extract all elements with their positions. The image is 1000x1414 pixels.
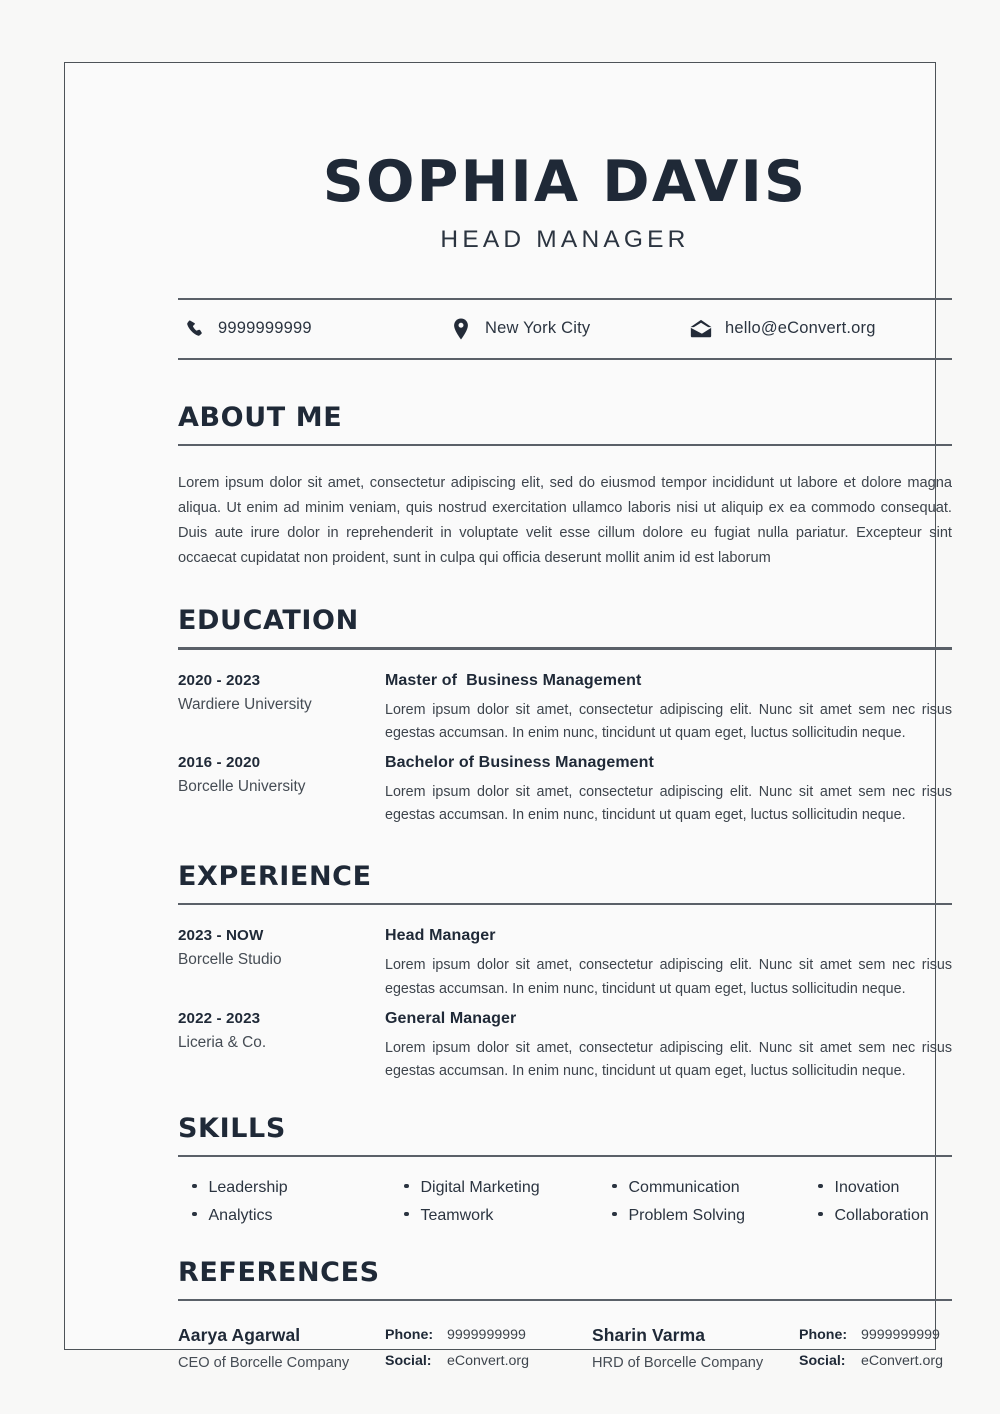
section-experience: [178, 861, 952, 1083]
bullet-icon: [818, 1184, 823, 1189]
experience-item-meta: [178, 1010, 385, 1083]
section-references: [178, 1257, 952, 1379]
skill-label: Digital Marketing: [420, 1179, 540, 1197]
reference-name: Sharin Varma: [592, 1325, 706, 1346]
section-divider: [178, 647, 952, 649]
reference-phone-line: [799, 1327, 952, 1343]
skill-label: Analytics: [208, 1207, 273, 1225]
skill-item: [192, 1179, 404, 1197]
reference-phone-label: Phone:: [385, 1327, 434, 1344]
education-item-meta: [178, 672, 385, 745]
section-about-me: [178, 402, 952, 572]
reference-contact: [799, 1325, 952, 1379]
section-title-references: REFERENCES: [178, 1257, 380, 1289]
section-title-about-me: ABOUT ME: [178, 401, 343, 433]
bullet-icon: [404, 1184, 409, 1189]
reference-name: Aarya Agarwal: [178, 1325, 301, 1346]
experience-item-date: 2022 - 2023: [178, 1009, 261, 1027]
about-me-body: Lorem ipsum dolor sit amet, consectetur adipiscing elit, sed do eiusmod tempor incididunt ut labore et dolore magna aliqua. Ut enim ad minim veniam, quis nostrud exercitation ullamco laboris nisi ut aliquip ex ea commodo consequat. Duis aute irure dolor in reprehenderit in voluptate velit esse cillum dolore eu fugiat nulla pariatur. Excepteur sint occaecat cupidatat non proident, sunt in culpa qui officia deserunt mollit anim id est laborum: [178, 475, 952, 567]
experience-item-detail: [385, 1010, 952, 1083]
education-item-org: Wardiere University: [178, 695, 312, 713]
reference-role: CEO of Borcelle Company: [178, 1355, 350, 1372]
section-divider: [178, 1299, 952, 1301]
section-title-skills: SKILLS: [178, 1113, 286, 1145]
reference-item: [178, 1325, 385, 1379]
experience-item-date: 2023 - NOW: [178, 927, 264, 945]
candidate-name: SOPHIA DAVIS: [322, 149, 808, 215]
phone-icon: [183, 317, 205, 341]
section-education: [178, 605, 952, 827]
experience-item-org: Borcelle Studio: [178, 951, 282, 969]
skill-label: Teamwork: [420, 1207, 494, 1225]
education-item: [178, 672, 952, 745]
skill-item: [404, 1179, 612, 1197]
bullet-icon: [818, 1212, 823, 1217]
experience-item-meta: [178, 927, 385, 1000]
education-item-title: Bachelor of Business Management: [385, 753, 654, 771]
experience-item-detail: [385, 927, 952, 1000]
reference-social-value: eConvert.org: [861, 1353, 944, 1370]
candidate-role: HEAD MANAGER: [440, 225, 690, 253]
references-list: [178, 1325, 952, 1379]
contact-phone-text: 9999999999: [218, 319, 312, 338]
experience-item: [178, 1010, 952, 1083]
contact-location-text: New York City: [485, 319, 591, 338]
experience-item-title: Head Manager: [385, 927, 496, 945]
skill-label: Collaboration: [834, 1207, 929, 1225]
education-item-date: 2016 - 2020: [178, 753, 261, 771]
education-item-desc: Lorem ipsum dolor sit amet, consectetur adipiscing elit. Nunc sit amet sem nec risus egestas accumsan. In enim nunc, tincidunt ut quam eget, luctus sollicitudin neque.: [385, 783, 952, 824]
reference-phone-line: [385, 1327, 592, 1343]
reference-social-label: Social:: [799, 1353, 846, 1370]
skill-label: Leadership: [208, 1179, 288, 1197]
reference-social-label: Social:: [385, 1353, 432, 1370]
experience-item-title: General Manager: [385, 1009, 517, 1027]
reference-phone-label: Phone:: [799, 1327, 848, 1344]
experience-item-org: Liceria & Co.: [178, 1033, 267, 1051]
section-divider: [178, 1155, 952, 1157]
page-frame: [64, 62, 952, 1372]
experience-item-desc: Lorem ipsum dolor sit amet, consectetur adipiscing elit. Nunc sit amet sem nec risus egestas accumsan. In enim nunc, tincidunt ut quam eget, luctus sollicitudin neque.: [385, 957, 952, 997]
education-item-detail: [385, 672, 952, 745]
reference-item: [592, 1325, 799, 1379]
education-list: [178, 672, 952, 828]
education-item-date: 2020 - 2023: [178, 671, 261, 689]
envelope-icon: [690, 317, 712, 341]
experience-item-desc: Lorem ipsum dolor sit amet, consectetur adipiscing elit. Nunc sit amet sem nec risus egestas accumsan. In enim nunc, tincidunt ut quam eget, luctus sollicitudin neque.: [385, 1039, 952, 1079]
contact-location[interactable]: [450, 317, 690, 341]
reference-role: HRD of Borcelle Company: [592, 1355, 764, 1372]
skill-item: [192, 1207, 404, 1225]
skill-label: Problem Solving: [628, 1207, 745, 1225]
reference-social-line: [385, 1353, 592, 1369]
education-item-desc: Lorem ipsum dolor sit amet, consectetur adipiscing elit. Nunc sit amet sem nec risus egestas accumsan. In enim nunc, tincidunt ut quam eget, luctus sollicitudin neque.: [385, 701, 952, 741]
education-item-detail: [385, 754, 952, 827]
contact-phone[interactable]: [178, 317, 450, 341]
section-title-experience: EXPERIENCE: [178, 861, 372, 893]
skill-label: Communication: [628, 1179, 740, 1197]
contact-email-text: hello@eConvert.org: [725, 319, 876, 338]
bullet-icon: [612, 1212, 617, 1217]
skill-item: [818, 1207, 952, 1225]
reference-social-line: [799, 1353, 952, 1369]
reference-social-value: eConvert.org: [447, 1353, 530, 1370]
contact-email[interactable]: [690, 317, 952, 341]
bullet-icon: [404, 1212, 409, 1217]
education-item-org: Borcelle University: [178, 777, 306, 795]
skill-item: [612, 1179, 818, 1197]
education-item-meta: [178, 754, 385, 827]
experience-list: [178, 927, 952, 1083]
contact-bar: [178, 298, 952, 360]
skill-item: [818, 1179, 952, 1197]
section-divider: [178, 444, 952, 446]
skill-label: Inovation: [834, 1179, 900, 1197]
bullet-icon: [192, 1184, 197, 1189]
bullet-icon: [192, 1212, 197, 1217]
map-pin-icon: [450, 317, 472, 341]
section-title-education: EDUCATION: [178, 605, 359, 637]
reference-phone-value: 9999999999: [447, 1327, 526, 1344]
resume-content: [178, 149, 952, 1379]
education-item: [178, 754, 952, 827]
education-item-title: Master of Business Management: [385, 671, 642, 689]
reference-contact: [385, 1325, 592, 1379]
reference-phone-value: 9999999999: [861, 1327, 940, 1344]
section-skills: [178, 1113, 952, 1225]
section-divider: [178, 903, 952, 905]
skill-item: [404, 1207, 612, 1225]
experience-item: [178, 927, 952, 1000]
skill-item: [612, 1207, 818, 1225]
bullet-icon: [612, 1184, 617, 1189]
skills-list: [178, 1179, 952, 1225]
resume-header: [178, 149, 952, 254]
